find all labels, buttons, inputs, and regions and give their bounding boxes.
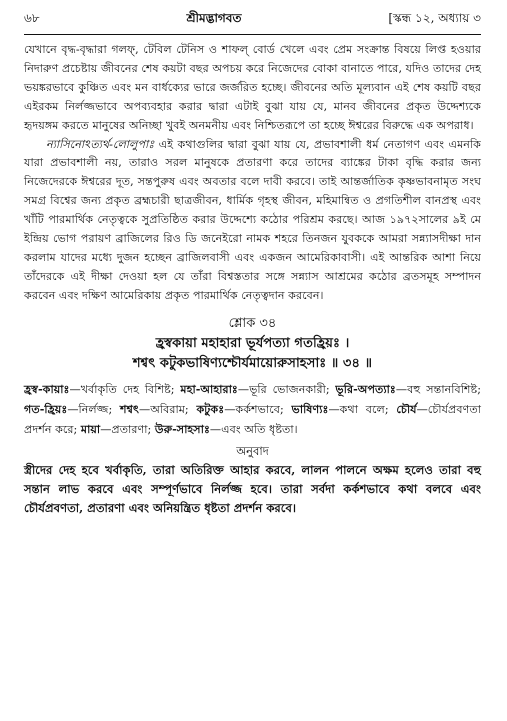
synonym-meaning: —কথা বলে; [328,402,397,416]
synonym-meaning: —অবিরাম; [139,402,197,416]
verse-heading: শ্লোক ৩৪ [228,315,277,331]
verse-line-2: শশ্বৎ কটুকভাষিণ্যশ্চৌর্যমায়োরুসাহসাঃ ॥ ৩৪ ॥ [132,355,373,371]
translation-text: স্ত্রীদের দেহ হবে খর্বাকৃতি, তারা অতিরিক্ত আহার করবে, লালন পালনে অক্ষম হলেও তারা বহু সন্তান লাভ করবে এবং সম্পূর্ণভাবে নির্লজ্জ হবে। তারা সর্বদা কর্কশভাবে কথা বলবে এবং চৌর্যপ্রবণতা, প্রতারণা এবং অনিয়ন্ত্রিত ধৃষ্টতা প্রদর্শন করবে। [24,463,481,515]
synonym-word: ভাষিণ্যঃ [291,401,329,416]
page-number: ৬৮ [24,11,40,25]
synonym-meaning: —এবং অতি ধৃষ্টতা। [209,422,298,436]
synonym-word: শশ্বৎ [120,401,140,416]
synonym-meaning: —নির্লজ্জ; [67,402,121,416]
synonym-word: উরু-সাহসাঃ [154,421,210,436]
synonym-word: চৌর্য [396,401,417,416]
verse-line-1: হ্রস্বকায়া মহাহারা ভূর্যপত্যা গতহ্রিয়ঃ । [155,335,350,351]
synonym-word: ভূরি-অপত্যাঃ [335,381,396,396]
synonym-word: কটুকঃ [196,401,225,416]
synonym-word: গত-হ্রিয়ঃ [24,401,68,416]
purport-paragraph-2 [24,136,481,306]
synonym-meaning: —বহু সন্তানবিশিষ্ট; [395,382,482,396]
synonym-meaning: —চৌর্যপ্রবণতা প্রদর্শন করে; [24,402,481,436]
quoted-phrase: ন্যাসিনোঽত্যর্থ-লোলুপাঃ [46,137,155,151]
synonyms [24,380,481,440]
synonym-word: মহা-আহারাঃ [180,381,238,396]
book-title: শ্রীমদ্ভাগবত [186,11,242,25]
synonym-meaning: —প্রতারণা; [100,422,155,436]
section-label: [স্কন্ধ ১২, অধ্যায় ৩ [388,11,481,25]
synonym-meaning: —খর্বাকৃতি দেহ বিশিষ্ট; [69,382,181,396]
translation [24,461,481,517]
translation-heading: অনুবাদ [236,444,269,459]
synonym-word: হ্রস্ব-কায়াঃ [24,381,70,396]
synonym-meaning: —কর্কশভাবে; [224,402,292,416]
page-header [24,10,481,32]
synonym-word: মায়া [80,421,101,436]
purport-paragraph-2-text: এই কথাগুলির দ্বারা বুঝা যায় যে, প্রভাবশালী ধর্ম নেতাগণ এবং এমনকি যারা প্রভাবশালী নয়, তারাও সরল মানুষকে প্রতারণা করে তাদের ব্যাঙ্কের টাকা বৃদ্ধি করার জন্য নিজেদেরকে ঈশ্বরের দূত, সন্তপুরুষ এবং অবতার বলে দাবী করবে। তাই আন্তর্জাতিক কৃষ্ণভাবনামৃত সংঘ সমগ্র বিশ্বের জন্য প্রকৃত ব্রহ্মচারী ছাত্রজীবন, ধার্মিক গৃহস্থ জীবন, মহিমান্বিত ও প্রগতিশীল বানপ্রস্থ এবং খাঁটি পারমার্থিক নেতৃত্বকে সুপ্রতিষ্ঠিত করার উদ্দেশ্যে কঠোর পরিশ্রম করছে। আজ ১৯৭২সালের ৯ই মে ইন্দ্রিয় ভোগ পরায়ণ ব্রাজিলের রিও ডি জনেইরো নামক শহরে তিনজন যুবককে আমরা সন্ন্যাসদীক্ষা দান করলাম যাদের মধ্যে দুজন হচ্ছেন ব্রাজিলবাসী এবং একজন আমেরিকাবাসী। এই আন্তরিক আশা নিয়ে তাঁদেরকে এই দীক্ষা দেওয়া হল যে তাঁরা বিশ্বস্ততার সঙ্গে সন্ন্যাস আশ্রমের কঠোর ব্রতসমূহ সম্পাদন করবেন এবং দক্ষিণ আমেরিকায় প্রকৃত পারমার্থিক নেতৃত্বদান করবেন। [24,137,481,302]
purport-paragraph-1: যেখানে বৃদ্ধ-বৃদ্ধারা গলফ্, টেবিল টেনিস ও শাফল্ বোর্ড খেলে এবং প্রেম সংক্রান্ত বিষয়ে লিপ্ত হওয়ার নিদারুণ প্রচেষ্টায় জীবনের শেষ কয়টা বছর অপচয় করে নিজেদের বোকা বানাতে পারে, যদিও তাদের দেহ ভয়ঙ্করভাবে কুঞ্চিত এবং মন বার্ধক্যের ভারে জর্জরিত হচ্ছে। জীবনের অতি মূল্যবান এই শেষ কয়টি বছর এইরকম নির্লজ্জভাবে অপব্যবহার করার দ্বারা এটাই বুঝা যায় যে, মানব জীবনের প্রকৃত উদ্দেশ্যকে হৃদয়ঙ্গম করতে মানুষের অনিচ্ছা খুবই অনমনীয় এবং নিশ্চিতরূপে তা হচ্ছে ঈশ্বরের বিরুদ্ধে এক অপরাধ। [24,43,481,132]
header-rule [24,34,481,35]
synonym-meaning: —ভূরি ভোজনকারী; [237,382,336,396]
